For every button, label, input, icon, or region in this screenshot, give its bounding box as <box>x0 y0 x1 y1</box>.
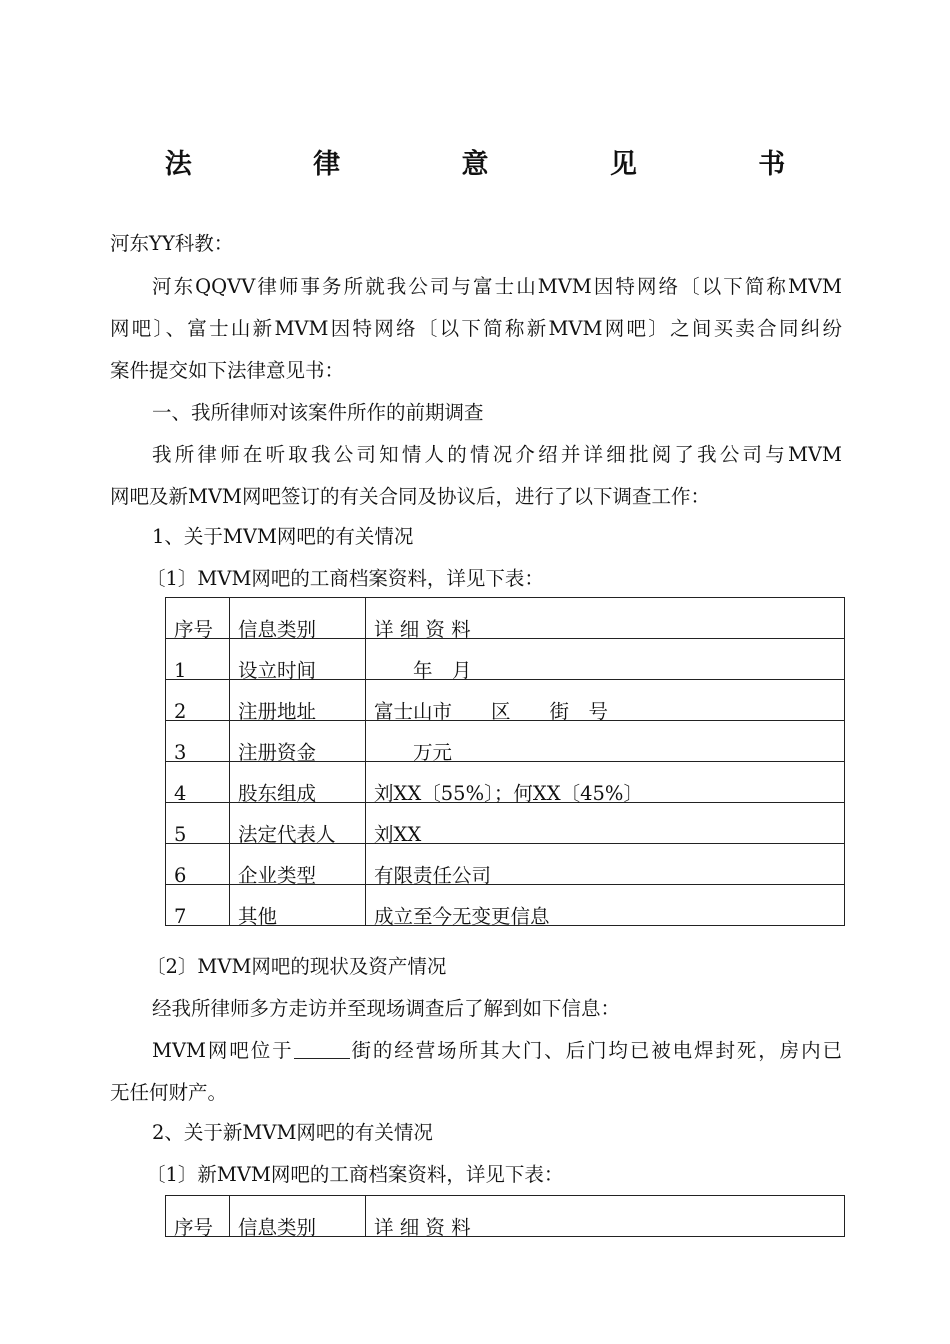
table-cell: 2 <box>166 680 230 721</box>
table-row <box>166 639 845 680</box>
table-row <box>166 803 845 844</box>
table-cell: 其他 <box>230 885 366 926</box>
table-cell: 刘XX〔55%〕；何XX〔45%〕 <box>366 762 845 803</box>
table-cell: 7 <box>166 885 230 926</box>
table-cell: 万元 <box>366 721 845 762</box>
table-row <box>166 885 845 926</box>
table-cell: 6 <box>166 844 230 885</box>
table-row <box>166 721 845 762</box>
status-text-part-2: 街的经营场所其大门、后门均已被电焊封死，房内已 <box>349 1039 842 1062</box>
table-header-cell: 序号 <box>166 598 230 639</box>
table-header-cell: 详 细 资 料 <box>366 1196 845 1237</box>
table-cell: 有限责任公司 <box>366 844 845 885</box>
subsection-2-item-1: 〔1〕新MVM网吧的工商档案资料，详见下表： <box>146 1163 564 1186</box>
table-cell: 成立至今无变更信息 <box>366 885 845 926</box>
section-1-heading: 一、我所律师对该案件所作的前期调查 <box>152 401 484 424</box>
table-row <box>166 680 845 721</box>
table-cell: 注册资金 <box>230 721 366 762</box>
table-cell: 设立时间 <box>230 639 366 680</box>
table-header-cell: 序号 <box>166 1196 230 1237</box>
table-cell: 4 <box>166 762 230 803</box>
table-mvm-business-records <box>165 597 845 926</box>
document-title: 法 律 意 见 书 <box>164 149 842 180</box>
status-line-2: 无任何财产。 <box>110 1081 228 1104</box>
intro-line-3: 案件提交如下法律意见书： <box>110 359 345 382</box>
visit-statement: 经我所律师多方走访并至现场调查后了解到如下信息： <box>152 997 621 1020</box>
status-line-1 <box>152 1030 842 1072</box>
status-text-part-1: MVM网吧位于 <box>152 1039 294 1062</box>
intro-line-1: 河东QQVV律师事务所就我公司与富士山MVM因特网络〔以下简称MVM <box>152 275 842 298</box>
table-cell: 注册地址 <box>230 680 366 721</box>
section-1-para-line-2: 网吧及新MVM网吧签订的有关合同及协议后，进行了以下调查工作： <box>110 485 711 508</box>
table-cell: 5 <box>166 803 230 844</box>
table-header-row <box>166 1196 845 1237</box>
table-cell: 1 <box>166 639 230 680</box>
table-cell: 企业类型 <box>230 844 366 885</box>
subsection-1-item-1: 〔1〕MVM网吧的工商档案资料，详见下表： <box>146 567 544 590</box>
table-new-mvm-business-records <box>165 1195 845 1237</box>
blank-street-name <box>294 1038 350 1059</box>
table-cell: 年 月 <box>366 639 845 680</box>
table-header-cell: 信息类别 <box>230 1196 366 1237</box>
table-header-cell: 详 细 资 料 <box>366 598 845 639</box>
table-row <box>166 762 845 803</box>
table-cell: 刘XX <box>366 803 845 844</box>
subsection-1-heading: 1、关于MVM网吧的有关情况 <box>152 525 414 548</box>
table-cell: 法定代表人 <box>230 803 366 844</box>
table-header-row <box>166 598 845 639</box>
table-header-cell: 信息类别 <box>230 598 366 639</box>
table-row <box>166 844 845 885</box>
table-cell: 富士山市 区 街 号 <box>366 680 845 721</box>
table-cell: 股东组成 <box>230 762 366 803</box>
table-cell: 3 <box>166 721 230 762</box>
section-1-para-line-1: 我所律师在听取我公司知情人的情况介绍并详细批阅了我公司与MVM <box>152 443 842 466</box>
salutation: 河东YY科教： <box>110 232 234 255</box>
subsection-2-heading: 2、关于新MVM网吧的有关情况 <box>152 1121 433 1144</box>
intro-line-2: 网吧〕、富士山新MVM因特网络〔以下简称新MVM网吧〕之间买卖合同纠纷 <box>110 317 842 340</box>
subsection-1-item-2: 〔2〕MVM网吧的现状及资产情况 <box>146 955 447 978</box>
